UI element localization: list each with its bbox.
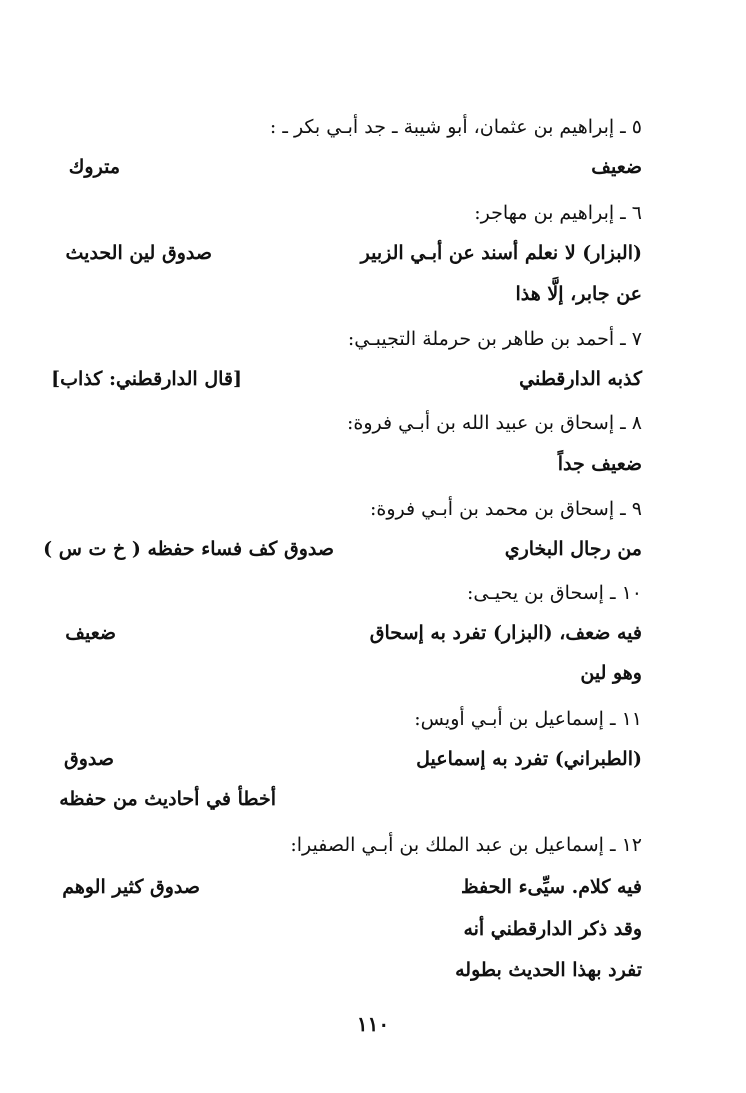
entry-grade: صدوق لين الحديث bbox=[65, 242, 212, 264]
entry-heading: ٨ ـ إسحاق بن عبيد الله بن أبـي فروة: bbox=[347, 412, 642, 434]
entry-note: وهو لين bbox=[580, 662, 642, 684]
entry-grade: [قال الدارقطني: كذاب] bbox=[51, 368, 242, 390]
entry-heading: ١٠ ـ إسحاق بن يحيـى: bbox=[467, 582, 642, 604]
entry-grade: صدوق bbox=[63, 748, 114, 770]
entry-grade: صدوق كف فساء حفظه ( خ ت س ) bbox=[43, 538, 334, 560]
page-number: ١١٠ bbox=[356, 1012, 390, 1036]
entry-grade: صدوق كثير الوهم bbox=[62, 876, 200, 898]
entry-heading: ١١ ـ إسماعيل بن أبـي أويس: bbox=[414, 708, 642, 730]
entry-note: ضعيف جداً bbox=[557, 453, 642, 475]
entry-grade: أخطأ في أحاديث من حفظه bbox=[59, 788, 276, 810]
entry-heading: ١٢ ـ إسماعيل بن عبد الملك بن أبـي الصفيرا: bbox=[290, 834, 642, 856]
entry-grade: ضعيف bbox=[65, 622, 116, 644]
entry-heading: ٦ ـ إبراهيم بن مهاجر: bbox=[474, 202, 642, 224]
entry-note: فيه كلام. سيِّىء الحفظ bbox=[460, 876, 642, 898]
entry-note: تفرد بهذا الحديث بطوله bbox=[455, 959, 642, 981]
entry-heading: ٥ ـ إبراهيم بن عثمان، أبو شيبة ـ جد أبـي بكر ـ : bbox=[269, 116, 642, 138]
entry-note: كذبه الدارقطني bbox=[519, 368, 642, 390]
entry-heading: ٧ ـ أحمد بن طاهر بن حرملة التجيبـي: bbox=[347, 328, 642, 350]
entry-heading: ٩ ـ إسحاق بن محمد بن أبـي فروة: bbox=[369, 498, 642, 520]
entry-note: ضعيف bbox=[591, 156, 642, 178]
entry-note: (الطبراني) تفرد به إسماعيل bbox=[416, 748, 642, 770]
entry-grade: متروك bbox=[68, 156, 120, 178]
entry-note: من رجال البخاري bbox=[504, 538, 642, 560]
entry-note: (البزار) لا نعلم أسند عن أبـي الزبير bbox=[360, 242, 642, 264]
entry-note: عن جابر، إلَّا هذا bbox=[515, 283, 642, 305]
entry-note: وقد ذكر الدارقطني أنه bbox=[463, 918, 642, 940]
entry-note: فيه ضعف، (البزار) تفرد به إسحاق bbox=[369, 622, 642, 644]
